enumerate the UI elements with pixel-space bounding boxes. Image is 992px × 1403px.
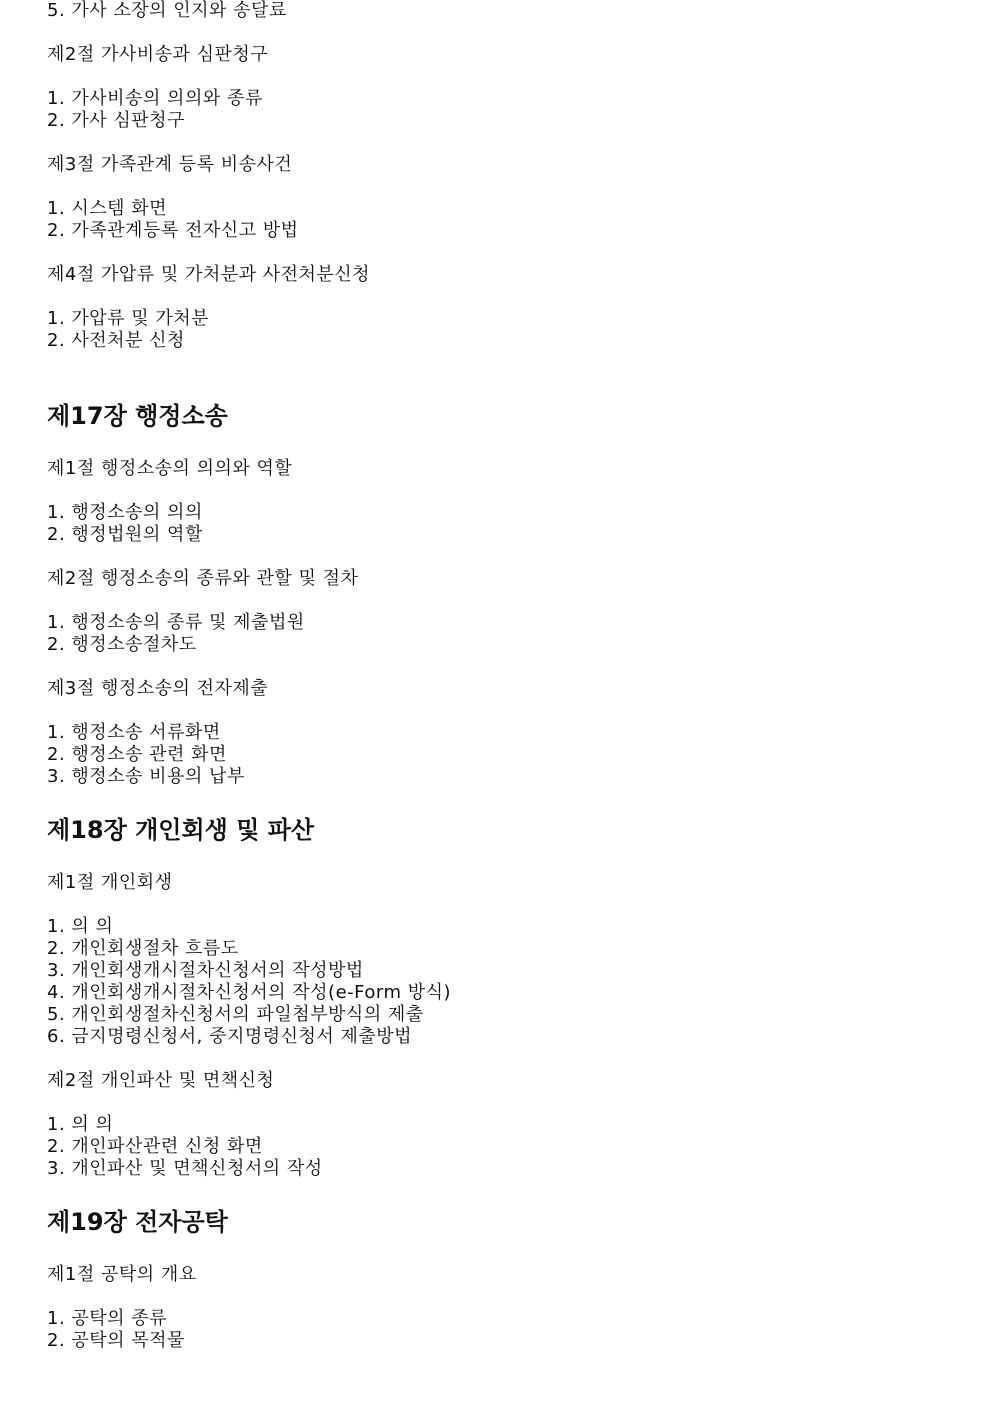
- list-item: 5. 가사 소장의 인지와 송달료: [47, 0, 287, 21]
- list-item: 3. 개인회생개시절차신청서의 작성방법: [47, 960, 364, 981]
- list-item: 2. 행정소송 관련 화면: [47, 744, 227, 765]
- list-item: 1. 행정소송 서류화면: [47, 722, 221, 743]
- list-item: 2. 개인회생절차 흐름도: [47, 938, 239, 959]
- list-item: 1. 시스템 화면: [47, 198, 168, 219]
- list-item: 1. 의 의: [47, 916, 114, 937]
- section-heading: 제4절 가압류 및 가처분과 사전처분신청: [47, 264, 371, 285]
- section-heading: 제2절 행정소송의 종류와 관할 및 절차: [47, 568, 359, 589]
- document-page: [47, 0, 947, 1352]
- section-heading: 제1절 공탁의 개요: [47, 1264, 197, 1285]
- list-item: 2. 가사 심판청구: [47, 110, 185, 131]
- list-item: 6. 금지명령신청서, 중지명령신청서 제출방법: [47, 1026, 413, 1047]
- section-heading: 제3절 가족관계 등록 비송사건: [47, 154, 293, 175]
- list-item: 2. 행정소송절차도: [47, 634, 197, 655]
- list-item: 1. 의 의: [47, 1114, 114, 1135]
- chapter-heading: 제17장 행정소송: [47, 402, 228, 430]
- list-item: 3. 개인파산 및 면책신청서의 작성: [47, 1158, 323, 1179]
- section-heading: 제1절 행정소송의 의의와 역할: [47, 458, 293, 479]
- chapter-heading: 제18장 개인회생 및 파산: [47, 816, 315, 844]
- list-item: 2. 행정법원의 역할: [47, 524, 203, 545]
- section-heading: 제2절 가사비송과 심판청구: [47, 44, 269, 65]
- list-item: 2. 공탁의 목적물: [47, 1330, 185, 1351]
- section-heading: 제3절 행정소송의 전자제출: [47, 678, 269, 699]
- list-item: 1. 행정소송의 의의: [47, 502, 203, 523]
- list-item: 1. 공탁의 종류: [47, 1308, 168, 1329]
- list-item: 2. 사전처분 신청: [47, 330, 185, 351]
- list-item: 4. 개인회생개시절차신청서의 작성(e-Form 방식): [47, 982, 452, 1003]
- section-heading: 제1절 개인회생: [47, 872, 173, 893]
- list-item: 3. 행정소송 비용의 납부: [47, 766, 245, 787]
- list-item: 1. 가사비송의 의의와 종류: [47, 88, 263, 109]
- list-item: 5. 개인회생절차신청서의 파일첨부방식의 제출: [47, 1004, 424, 1025]
- section-heading: 제2절 개인파산 및 면책신청: [47, 1070, 275, 1091]
- chapter-heading: 제19장 전자공탁: [47, 1208, 228, 1236]
- list-item: 1. 가압류 및 가처분: [47, 308, 210, 329]
- list-item: 2. 가족관계등록 전자신고 방법: [47, 220, 299, 241]
- list-item: 1. 행정소송의 종류 및 제출법원: [47, 612, 305, 633]
- list-item: 2. 개인파산관련 신청 화면: [47, 1136, 263, 1157]
